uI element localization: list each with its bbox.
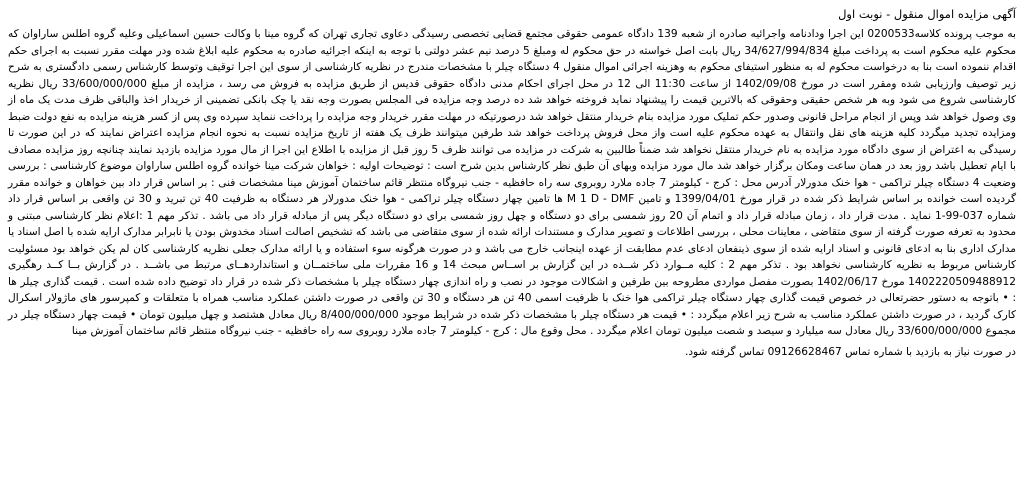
notice-body: به موجب پرونده کلاسه0200533 این اجرا ودادنامه واجرائیه صادره از شعبه 139 دادگاه عمومی حقوقی مجتمع قضایی تخصصی رسیدگی دعاوی تجاری تهران که گروه مینا با وکالت حسین اسماعیلی وعلیه گروه اطلس ساراوان که محکوم علیه محکوم است به پرداخت مبلغ 34/627/994/834 ریال بابت اصل خواسته در حق محکوم له ومبلغ 5 درصد نیم عشر دولتی با توجه به اینکه اجرائیه صادره به محکوم علیه ابلاغ شده ودر مهلت مقرر نسبت به اجرای حکم اقدام ننموده است بنا به درخواست محکوم له به منظور استیفای محکوم به وهزینه اجرائی اموال منقول 4 دستگاه چیلر با مشخصات مندرج در نظریه کارشناسی از سوی این اجرا توقیف وتوسط کارشناس رسمی دادگستری به شرح زیر توصیف وارزیابی شده ومقرر است در مورخ 1402/09/08 از ساعت 11:30 الی 12 در محل اجرای احکام مدنی دادگاه حقوقی قدیس از طریق مزایده به فروش می رسد ، مزایده از مبلغ 33/600/000/000 ریال نظریه کارشناسی شروع می شود وبه هر شخص حقیقی وحقوقی که بالاترین قیمت را پیشنهاد نماید فروخته خواهد شد ده درصد وجه مزایده فی المجلس بصورت وجه نقد یا چک بانکی تضمینی از خریدار اخذ والباقی ظرف مدت یک ماه از وی وصول خواهد شد وپس از انجام مراحل قانونی وصدور حکم تملیک مورد مزایده بنام خریدار منتقل خواهد شد درصورتیکه در مهلت مقرر خریدار وجه مزایده را پرداخت ننماید سپرده وی پس از کسر هزینه مزایده به نفع دولت ضبط ومزایده تجدید میگردد کلیه هزینه های نقل وانتقال به عهده محکوم علیه است واز محل فروش پرداخت خواهد شد طرفین میتوانند ظرف یک هفته از تاریخ مزایده نسبت به نحوه انجام مزایده اعتراض نمایند که در این صورت تا رسیدگی به اعتراض از سوی دادگاه مورد مزایده به نام خریدار منتقل نخواهد شد ضمناً طالبین به شرکت در مزایده می توانند ظرف 5 روز قبل از مزایده با اطلاع این اجرا از مال مورد مزایده بازدید نمایند چنانچه روز مزایده مصادف با ایام تعطیل باشد روز بعد در همان ساعت ومکان برگزار خواهد شد مال مورد مزایده وبهای آن طبق نظر کارشناس بدین شرح است : توضیحات اولیه : خواهان شرکت مینا خوانده گروه اطلس ساراوان موضوع کارشناسی : بررسی وضعیت 4 دستگاه چیلر تراکمی - هوا خنک مدورلار آدرس محل : کرج - کیلومتر 7 جاده ملارد روبروی سه راه حافظیه - جنب نیروگاه منتظر قائم ساختمان آموزش مینا مشخصات فنی : بر اساس قرار داد بین خواهان و خوانده مقرر گردیده است خوانده بر اساس شرایط ذکر شده در قرار مورخ 1399/04/01 و تامین M 1 D - DMF ها تامین چهار دستگاه چیلر تراکمی - هوا خنک مدورلار هر دستگاه به ظرفیت 40 تن تبرید و 30 تن واقعی بر اساس قرار داد شماره 037-99-1 نماید . مدت قرار داد ، زمان مبادله قرار داد و اتمام آن 20 روز شمسی برای دو دستگاه و چهل روز شمسی برای دو دستگاه دیگر پس از مبادله قرار داد می باشد . تذکر مهم 1 :اعلام نظر کارشناسی مبتنی و محدود به تعرفه صورت گرفته از سوی متقاضی ، معاینات محلی ، بررسی اطلاعات و تصویر مدارک و مستندات ارائه شده از سوی متقاضی می باشد که تشخیص اصالت اسناد مخدوش بودن یا نابرابر مدارک ارایه شده با اصل اسناد یا مدارک اداری بنا به ادعای قانونی و اسناد ارایه شده از سوی ذینفعان ادعای عدم مطابقت از عهده اینجانب خارج می باشد و در صورت هرگونه سوء استفاده و یا ارائه مدارک جعلی نظریه کارشناسی کان لم یکن خواهد بود مسئولیت کارشناس مربوط به نظریه کارشناسی نخواهد بود . تذکر مهم 2 : کلیه مــوارد ذکر شــده در این گزارش بر اســاس مبحث 14 و 16 مقررات ملی ساختمــان و استانداردهــای مرتبط می باشــد . در گزارش بــا کــد رهگیری 1402220509488912 مورخ 1402/06/17 بصورت مفصل مواردی مطروحه بین طرفین و اشکالات موجود در نصب و راه اندازی چهار دستگاه چیلر با مشخصات ذکر شده در قرار داد توضیح داده شده است . قیمت گذاری چیلر ها : • باتوجه به دستور حضرتعالی در خصوص قیمت گذاری چهار دستگاه چیلر تراکمی هوا خنک با ظرفیت اسمی 40 تن هر دستگاه و 30 تن واقعی در صورت داشتن عملکرد مناسب همراه با متعلقات و کمپرسور های ماژولار اسکرال کارک گردید ، در صورت داشتن عملکرد مناسب به شرح زیر اعلام میگردد : • قیمت هر دستگاه چیلر با مشخصات ذکر شده در شرایط موجود 8/400/000/000 ریال معادل هشتصد و چهل میلیون تومان • قیمت چهار دستگاه چیلر در مجموع 33/600/000/000 ریال معادل سه میلیارد و سیصد و شصت میلیون تومان اعلام میگردد . محل وقوع مال : کرج - کیلومتر 7 جاده ملارد روبروی سه راه حافظیه - جنب نیروگاه منتظر قائم ساختمان آموزش مینا	[8, 28, 1017, 337]
notice-title: آگهی مزایده اموال منقول - نوبت اول	[838, 7, 1016, 21]
notice-contact-line: در صورت نیاز به بازدید با شماره تماس 09126628467 تماس گرفته شود.	[684, 345, 1016, 358]
